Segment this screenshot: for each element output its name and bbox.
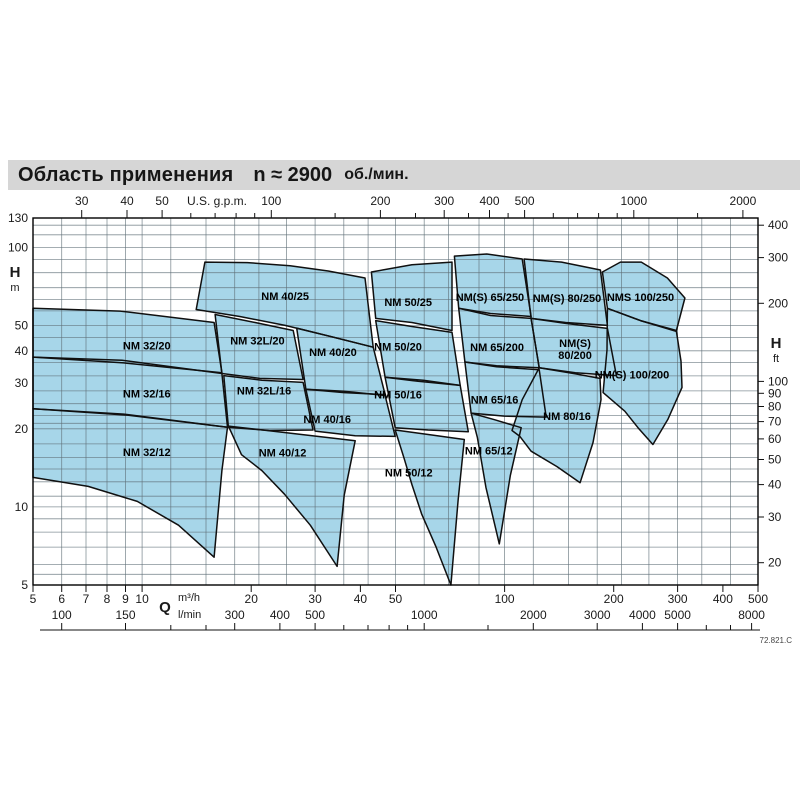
ft-tick-label: 30 [768, 510, 782, 524]
y-axis-unit-left: m [10, 282, 20, 294]
m3h-tick-label: 10 [135, 592, 149, 606]
pump-region-label: NM 32L/16 [236, 385, 292, 398]
m-tick-label: 130 [7, 211, 28, 225]
x-axis-lmin [40, 608, 765, 630]
q-axis-unit-m3h: m³/h [178, 592, 200, 604]
pump-region-label: NM 32/16 [122, 388, 171, 401]
m-tick-label: 30 [14, 376, 28, 391]
chart-title: Область применения [18, 163, 234, 186]
m-tick-label: 100 [7, 240, 28, 255]
lmin-tick-label: 4000 [629, 608, 656, 622]
gpm-tick-label: 200 [370, 194, 391, 208]
x-axis-gpm [75, 194, 757, 218]
ft-tick-label: 90 [768, 386, 782, 401]
m3h-tick-label: 100 [494, 592, 515, 606]
m3h-tick-label: 5 [29, 592, 37, 606]
pump-region-label: NM 50/25 [384, 297, 433, 310]
pump-region-fill-nm-50-12 [395, 430, 464, 585]
pump-region-label: NM 40/20 [309, 347, 357, 360]
pump-region-label: NM 50/12 [384, 467, 433, 480]
gpm-tick-label: 300 [434, 194, 455, 208]
lmin-tick-label: 1000 [410, 608, 438, 622]
pump-region-fill-nm-s-65-250 [454, 254, 531, 317]
m3h-tick-label: 9 [122, 592, 129, 606]
gpm-axis-title: U.S. g.p.m. [186, 194, 248, 208]
y-axis-ft [758, 218, 788, 570]
pump-region-label: NM(S) 65/250 [455, 292, 525, 305]
ft-tick-label: 400 [768, 218, 789, 233]
lmin-tick-label: 300 [224, 608, 245, 622]
pump-region-label: NMS 100/250 [606, 292, 675, 305]
ft-tick-label: 70 [768, 414, 782, 429]
x-axis-m3h [30, 585, 769, 621]
m3h-tick-label: 400 [712, 592, 733, 606]
pump-region-label: NM 40/12 [258, 447, 307, 460]
m-tick-label: 20 [14, 421, 28, 436]
m3h-tick-label: 30 [308, 592, 322, 606]
m3h-tick-label: 7 [82, 592, 90, 606]
pump-region-label: NM 50/20 [374, 341, 422, 354]
m3h-tick-label: 8 [103, 592, 111, 606]
ft-tick-label: 80 [768, 399, 782, 414]
ft-tick-label: 200 [768, 296, 789, 311]
ft-tick-label: 20 [768, 555, 782, 570]
pump-region-label: NM 50/16 [374, 389, 422, 402]
gpm-tick-label: 500 [514, 194, 535, 208]
gpm-tick-label: 40 [120, 194, 134, 208]
gpm-tick-label: 50 [155, 194, 169, 208]
m-tick-label: 10 [14, 499, 28, 514]
ft-tick-label: 40 [768, 477, 782, 492]
chart-speed-unit: об./мин. [344, 166, 409, 183]
gpm-tick-label: 2000 [729, 194, 757, 208]
pump-region-label: NM(S) 100/200 [594, 369, 670, 382]
ft-tick-label: 50 [768, 452, 782, 467]
pump-region-fill-nm-65-200 [459, 308, 540, 368]
pump-region-label: NM 40/25 [261, 291, 309, 304]
lmin-tick-label: 500 [305, 608, 326, 622]
pump-region-label: NM 32/12 [122, 446, 171, 459]
m3h-tick-label: 20 [244, 592, 258, 606]
q-axis-letter: Q [159, 599, 171, 616]
pump-region-label: NM 40/16 [303, 414, 352, 427]
pump-region-label: NM(S) [559, 337, 591, 350]
ft-tick-label: 60 [768, 431, 782, 446]
q-axis-unit-lmin: l/min [178, 609, 202, 621]
lmin-tick-label: 3000 [583, 608, 611, 622]
ft-tick-label: 100 [768, 374, 789, 389]
gpm-tick-label: 30 [75, 194, 89, 208]
y-axis-letter-right: H [770, 335, 782, 352]
m3h-tick-label: 50 [388, 592, 403, 606]
pump-region-label: NM 80/16 [543, 411, 591, 424]
ft-tick-label: 300 [768, 250, 789, 265]
m3h-tick-label: 500 [747, 592, 769, 606]
lmin-tick-label: 8000 [738, 608, 765, 622]
pump-region-label: NM 65/200 [470, 342, 524, 355]
pump-region-fill-nm-32l-16 [224, 376, 313, 431]
lmin-tick-label: 400 [269, 608, 290, 622]
chart-speed-value: n ≈ 2900 [253, 163, 333, 186]
pump-region-label: 80/200 [558, 349, 592, 362]
m-tick-label: 50 [14, 318, 28, 333]
pump-region-label: NM 65/12 [464, 445, 513, 458]
y-axis-unit-right: ft [772, 353, 780, 365]
m-tick-label: 40 [14, 343, 28, 358]
m3h-tick-label: 200 [603, 592, 624, 606]
gpm-tick-label: 100 [261, 194, 282, 208]
pump-region-label: NM 32/20 [122, 340, 171, 353]
drawing-code: 72.821.C [759, 636, 792, 645]
pump-region-fill-nm-32-12 [33, 409, 228, 557]
m3h-tick-label: 6 [58, 592, 66, 606]
lmin-tick-label: 2000 [519, 608, 547, 622]
lmin-tick-label: 150 [115, 608, 136, 622]
y-axis-letter-left: H [9, 264, 21, 281]
m3h-tick-label: 40 [353, 592, 368, 606]
m3h-tick-label: 300 [667, 592, 688, 606]
pump-region-label: NM 65/16 [470, 394, 519, 407]
y-axis-m [8, 211, 28, 592]
pump-region-label: NM(S) 80/250 [532, 293, 602, 306]
gpm-tick-label: 400 [479, 194, 500, 208]
m-tick-label: 5 [21, 578, 28, 592]
gpm-tick-label: 1000 [620, 194, 648, 208]
lmin-tick-label: 5000 [664, 608, 691, 622]
pump-region-label: NM 32L/20 [230, 335, 285, 348]
lmin-tick-label: 100 [51, 608, 72, 622]
